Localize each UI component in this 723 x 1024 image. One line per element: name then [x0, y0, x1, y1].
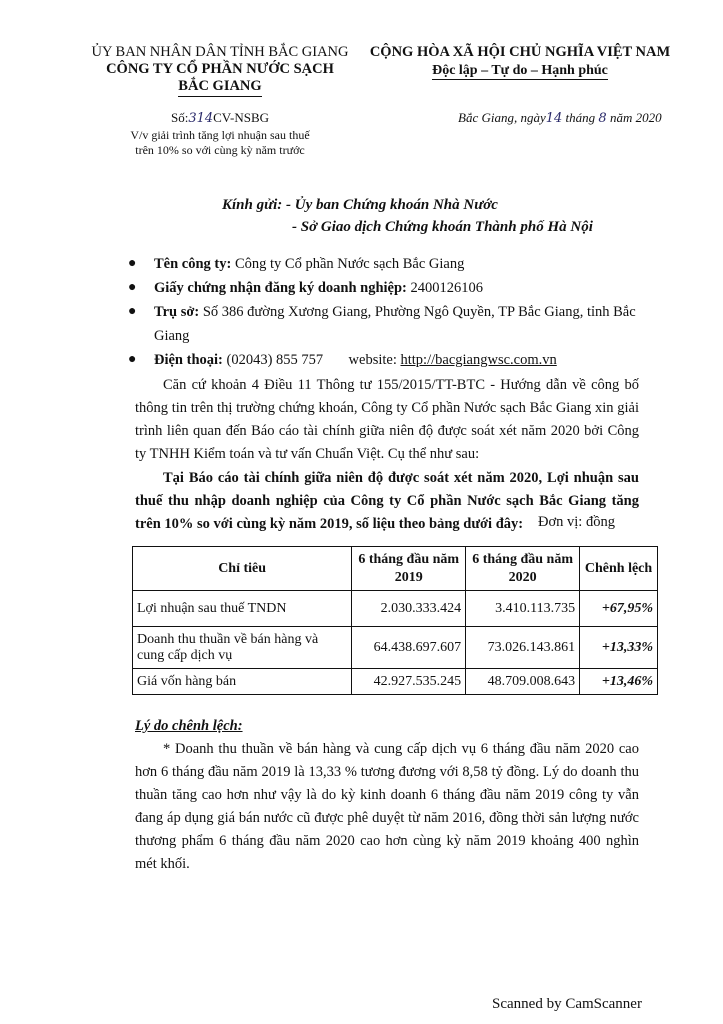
issuer-block — [70, 44, 370, 97]
row-label: Lợi nhuận sau thuế TNDN — [133, 591, 352, 627]
recipient-1: - Ủy ban Chứng khoán Nhà Nước — [286, 197, 498, 213]
table-row — [133, 627, 658, 669]
bullet-icon: ● — [128, 256, 137, 271]
value-2019: 42.927.535.245 — [352, 669, 466, 695]
subject-line-1: V/v giải trình tăng lợi nhuận sau thuế — [130, 128, 310, 142]
row-label: Giá vốn hàng bán — [133, 669, 352, 695]
table-row — [133, 591, 658, 627]
recipients — [222, 194, 642, 238]
company-name-item — [128, 252, 648, 276]
value-difference: +13,46% — [580, 669, 658, 695]
cert-value: 2400126106 — [410, 280, 484, 296]
address-item — [128, 300, 648, 348]
value-2020: 48.709.008.643 — [466, 669, 580, 695]
row-label: Doanh thu thuần về bán hàng và cung cấp dịch vụ — [133, 627, 352, 669]
cert-item — [128, 276, 648, 300]
doc-number-suffix: CV-NSBG — [213, 110, 270, 125]
reason-heading: Lý do chênh lệch: — [135, 718, 243, 734]
website-label: website: — [348, 352, 397, 368]
value-2020: 73.026.143.861 — [466, 627, 580, 669]
scanner-watermark: Scanned by CamScanner — [492, 996, 642, 1012]
doc-number-handwritten: 314 — [188, 111, 214, 126]
header-2020: 6 tháng đầu năm 2020 — [466, 547, 580, 591]
phone-value: (02043) 855 757 — [226, 352, 324, 368]
recipients-label: Kính gửi: — [222, 197, 283, 213]
company-name-label: Tên công ty: — [154, 256, 232, 272]
date-month-handwritten: 8 — [598, 111, 607, 126]
value-difference: +13,33% — [580, 627, 658, 669]
unit-label: Đơn vị: đồng — [538, 514, 615, 530]
document-number — [70, 110, 370, 126]
document-subject — [70, 128, 370, 158]
address-label: Trụ sở: — [154, 304, 200, 320]
address-value: Số 386 đường Xương Giang, Phường Ngô Quyền, TP Bắc Giang, tỉnh Bắc Giang — [154, 304, 636, 344]
header-indicator: Chỉ tiêu — [133, 547, 352, 591]
issuer-company: CÔNG TY CỔ PHẦN NƯỚC SẠCH — [106, 61, 334, 77]
date-month-label: tháng — [565, 110, 596, 125]
national-header — [365, 44, 675, 80]
table-header-row — [133, 547, 658, 591]
company-name-value: Công ty Cổ phần Nước sạch Bắc Giang — [234, 256, 465, 272]
cert-label: Giấy chứng nhận đăng ký doanh nghiệp: — [154, 280, 407, 296]
bullet-icon: ● — [128, 352, 137, 367]
phone-item — [128, 348, 648, 372]
doc-number-prefix: Số: — [170, 110, 189, 125]
header-difference: Chênh lệch — [580, 547, 658, 591]
intro-paragraph: Căn cứ khoản 4 Điều 11 Thông tư 155/2015/TT-BTC - Hướng dẫn về công bố thông tin trên thị trường chứng khoán, Công ty Cổ phần Nước sạch Bắc Giang xin giải trình liên quan đến Báo cáo tài chính giữa niên độ được soát xét năm 2020 bởi Công ty TNHH Kiểm toán và tư vấn Chuẩn Việt. Cụ thể như sau: — [135, 377, 639, 462]
subject-line-2: trên 10% so với cùng kỳ năm trước — [135, 143, 305, 157]
bullet-icon: ● — [128, 280, 137, 295]
date-day-handwritten: 14 — [545, 111, 563, 126]
date-prefix: Bắc Giang, ngày — [458, 110, 546, 125]
phone-label: Điện thoại: — [154, 352, 223, 368]
value-2020: 3.410.113.735 — [466, 591, 580, 627]
value-2019: 2.030.333.424 — [352, 591, 466, 627]
issuer-authority: ỦY BAN NHÂN DÂN TỈNH BẮC GIANG — [91, 44, 349, 60]
reason-paragraph: * Doanh thu thuần về bán hàng và cung cấp dịch vụ 6 tháng đầu năm 2020 cao hơn 6 tháng đầu năm 2019 là 13,33 % tương đương với 8,58 tỷ đồng. Lý do doanh thu thuần tăng cao hơn như vậy là do kỳ kinh doanh 6 tháng đầu năm 2019 công ty vẫn đang áp dụng giá bán nước cũ được phê duyệt từ năm 2016, đồng thời sản lượng nước thương phẩm 6 tháng đầu năm 2020 cao hơn cùng kỳ năm 2019 khoảng 400 nghìn mét khối. — [135, 741, 639, 872]
document-date — [458, 110, 688, 126]
table-row — [133, 669, 658, 695]
issuer-company-cont: BẮC GIANG — [178, 78, 261, 97]
national-motto: Độc lập – Tự do – Hạnh phúc — [432, 63, 608, 78]
value-2019: 64.438.697.607 — [352, 627, 466, 669]
national-title: CỘNG HÒA XÃ HỘI CHỦ NGHĨA VIỆT NAM — [369, 44, 671, 60]
header-2019: 6 tháng đầu năm 2019 — [352, 547, 466, 591]
website-link[interactable]: http://bacgiangwsc.com.vn — [400, 352, 557, 368]
bold-paragraph: Tại Báo cáo tài chính giữa niên độ được soát xét năm 2020, Lợi nhuận sau thuế thu nhập doanh nghiệp của Công ty Cổ phần Nước sạch Bắc Giang tăng trên 10% so với cùng kỳ năm 2019, số liệu theo bảng dưới đây: — [135, 470, 639, 532]
value-difference: +67,95% — [580, 591, 658, 627]
date-year: năm 2020 — [609, 110, 662, 125]
financial-table — [132, 546, 658, 695]
company-info-list — [128, 252, 648, 372]
bullet-icon: ● — [128, 304, 137, 319]
recipient-2: - Sở Giao dịch Chứng khoán Thành phố Hà Nội — [292, 219, 593, 235]
